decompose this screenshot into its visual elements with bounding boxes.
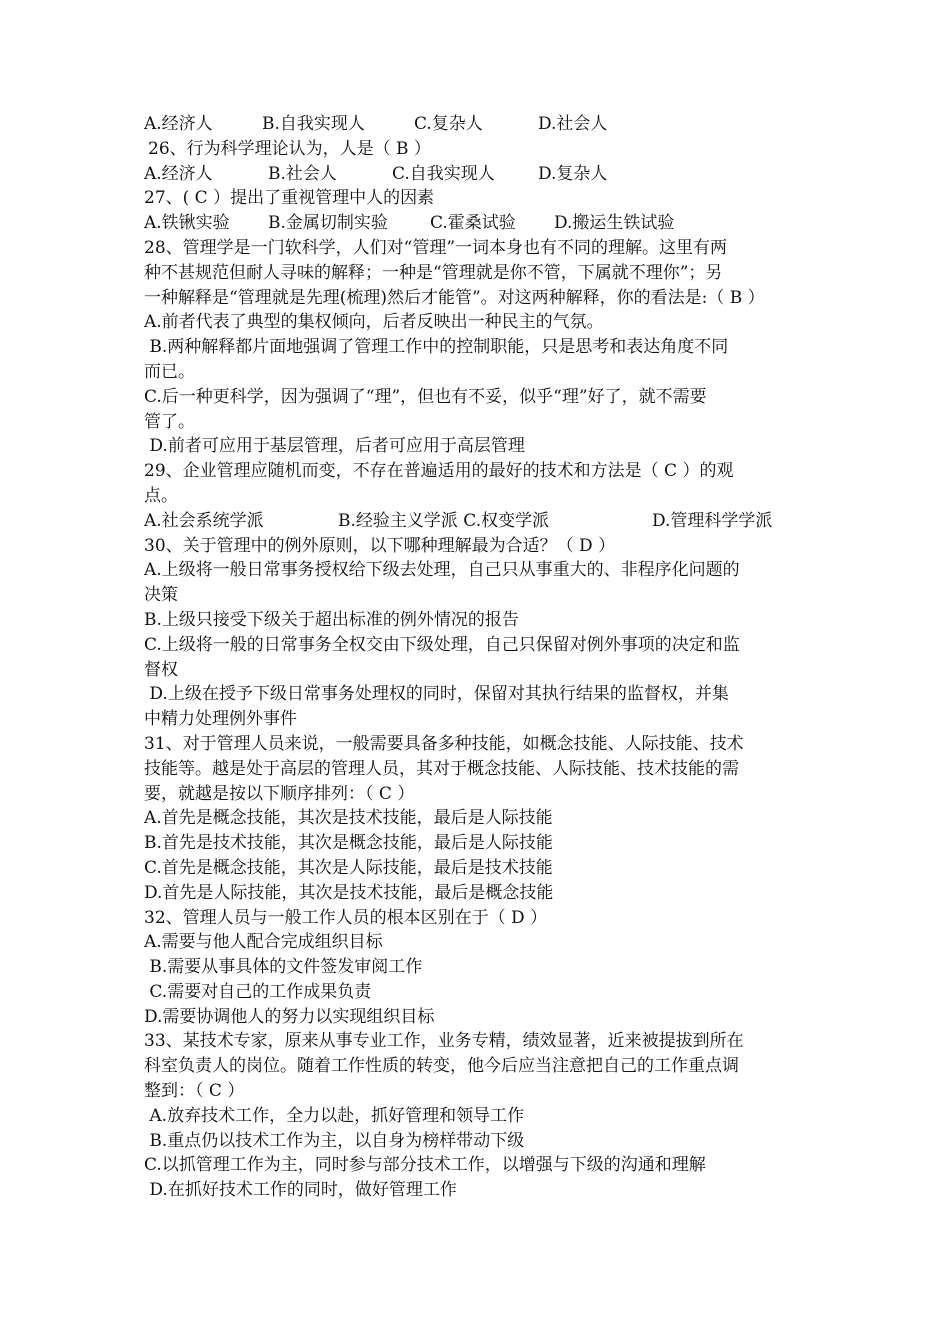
question-list (144, 112, 824, 1203)
q28-question-line: 28、管理学是一门软科学，人们对“管理”一词本身也有不同的理解。这里有两 (144, 237, 728, 258)
q33-option-line: C.以抓管理工作为主，同时参与部分技术工作，以增强与下级的沟通和理解 (144, 1155, 706, 1176)
q26-option-d: D.复杂人 (538, 163, 608, 184)
q30-option-line: 督权 (144, 659, 178, 680)
q31-option-line: B.首先是技术技能，其次是概念技能，最后是人际技能 (144, 833, 553, 854)
q29-option-bc: B.经验主义学派 C.权变学派 (338, 510, 550, 531)
q31-option-line: A.首先是概念技能，其次是技术技能，最后是人际技能 (144, 808, 553, 829)
q31-question-line: 技能等。越是处于高层的管理人员，其对于概念技能、人际技能、技术技能的需 (144, 758, 739, 779)
q29-question-line: 点。 (144, 485, 178, 506)
q33-question-line: 33、某技术专家，原来从事专业工作，业务专精，绩效显著，近来被提拔到所在 (144, 1031, 744, 1052)
q28-option-line: A.前者代表了典型的集权倾向，后者反映出一种民主的气氛。 (144, 312, 604, 333)
q30-option-line: 中精力处理例外事件 (144, 709, 297, 730)
q29-question-line: 29、企业管理应随机而变，不存在普遍适用的最好的技术和方法是（ C ）的观 (144, 461, 734, 482)
q32-option-line: D.需要协调他人的努力以实现组织目标 (144, 1006, 435, 1027)
q27-option-c: C.霍桑试验 (430, 213, 516, 234)
q30-option-line: C.上级将一般的日常事务全权交由下级处理，自己只保留对例外事项的决定和监 (144, 634, 740, 655)
q25-options (144, 112, 824, 137)
q25-option-d: D.社会人 (538, 114, 608, 134)
q28-option-line: C.后一种更科学，因为强调了“理”，但也有不妥，似乎“理”好了，就不需要 (144, 386, 707, 407)
q31-option-line: C.首先是概念技能，其次是人际技能，最后是技术技能 (144, 857, 553, 878)
q26-option-a: A.经济人 (144, 163, 213, 184)
q27-question: 27、( C ）提出了重视管理中人的因素 (144, 188, 435, 209)
q32-option-line: C.需要对自己的工作成果负责 (144, 981, 372, 1002)
q26-option-b: B.社会人 (268, 163, 337, 184)
q33-option-line: D.在抓好技术工作的同时，做好管理工作 (144, 1180, 457, 1201)
q28-question-line: 种不甚规范但耐人寻味的解释；一种是“管理就是你不管，下属就不理你”；另 (144, 262, 723, 283)
q28-option-line: 而已。 (144, 361, 195, 382)
q27-option-b: B.金属切制实验 (268, 213, 388, 234)
q33-option-line: A.放弃技术工作，全力以赴，抓好管理和领导工作 (144, 1105, 525, 1126)
q31-question-line: 要，就越是按以下顺序排列：（ C ） (144, 783, 415, 804)
q30-option-line: A.上级将一般日常事务授权给下级去处理，自己只从事重大的、非程序化问题的 (144, 560, 740, 581)
q32-question: 32、管理人员与一般工作人员的根本区别在于（ D ） (144, 907, 548, 928)
q27-option-a: A.铁锹实验 (144, 213, 230, 234)
q33-question-line: 科室负责人的岗位。随着工作性质的转变，他今后应当注意把自己的工作重点调 (144, 1056, 739, 1077)
q30-option-line: D.上级在授予下级日常事务处理权的同时，保留对其执行结果的监督权，并集 (144, 684, 729, 705)
q29-option-a: A.社会系统学派 (144, 510, 264, 531)
q32-option-line: A.需要与他人配合完成组织目标 (144, 932, 383, 953)
q28-option-line: B.两种解释都片面地强调了管理工作中的控制职能，只是思考和表达角度不同 (144, 337, 729, 358)
q28-option-line: D.前者可应用于基层管理，后者可应用于高层管理 (144, 436, 525, 457)
q30-option-line: B.上级只接受下级关于超出标准的例外情况的报告 (144, 609, 519, 630)
q31-option-line: D.首先是人际技能，其次是技术技能，最后是概念技能 (144, 882, 554, 903)
q25-option-a: A.经济人 (144, 114, 213, 134)
q28-question-line: 一种解释是“管理就是先理(梳理)然后才能管”。对这两种解释，你的看法是:（ B ） (144, 287, 765, 308)
q26-option-c: C.自我实现人 (392, 163, 495, 184)
q31-question-line: 31、对于管理人员来说，一般需要具备多种技能，如概念技能、人际技能、技术 (144, 733, 744, 754)
q32-option-line: B.需要从事具体的文件签发审阅工作 (144, 957, 423, 978)
q26-question: 26、行为科学理论认为，人是（ B ） (148, 138, 431, 159)
q29-options (144, 509, 824, 534)
q25-option-b: B.自我实现人 (262, 114, 365, 134)
q33-option-line: B.重点仍以技术工作为主，以自身为榜样带动下级 (144, 1130, 525, 1151)
q27-option-d: D.搬运生铁试验 (554, 213, 675, 234)
q28-option-line: 管了。 (144, 411, 195, 432)
q25-option-c: C.复杂人 (414, 114, 483, 134)
q29-option-d: D.管理科学学派 (652, 510, 773, 531)
q27-options (144, 211, 824, 236)
q30-question: 30、关于管理中的例外原则，以下哪种理解最为合适？（ D ） (144, 535, 616, 556)
q30-option-line: 决策 (144, 585, 178, 606)
q33-question-line: 整到：（ C ） (144, 1081, 245, 1102)
q26-options (144, 162, 824, 187)
